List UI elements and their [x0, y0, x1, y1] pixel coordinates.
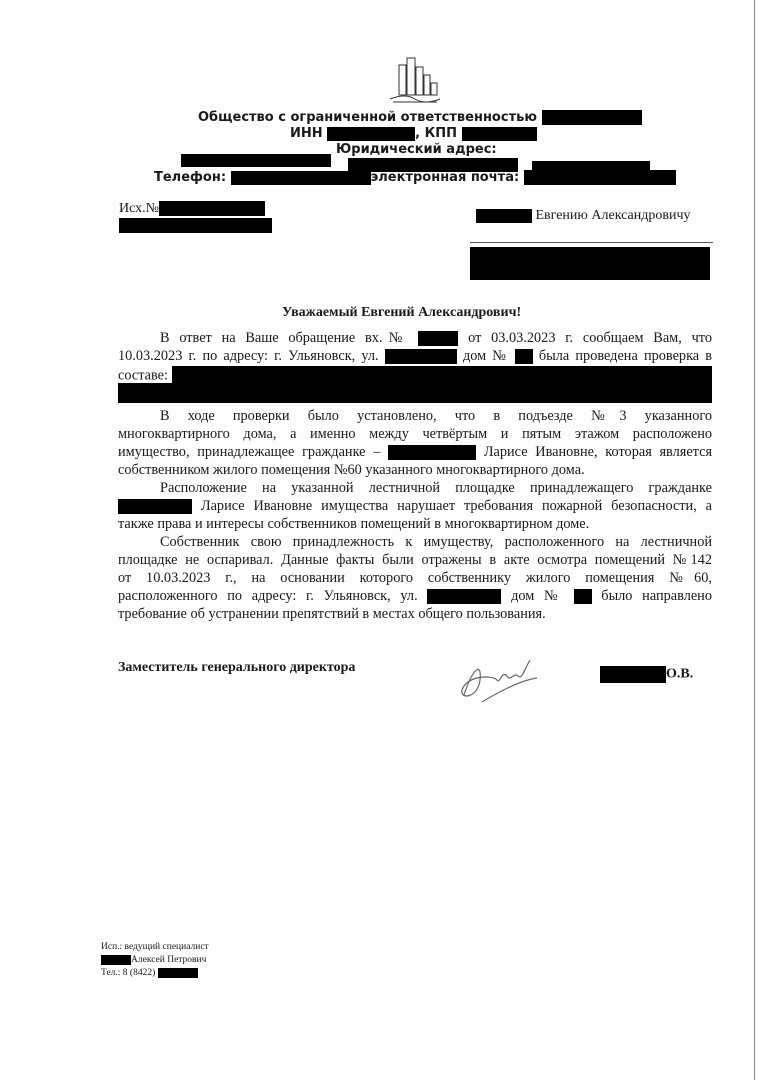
body-text: дом № [462, 348, 509, 364]
redaction [385, 349, 457, 364]
body-line [160, 330, 712, 347]
body-text: от 10.03.2023 г., на основании которого собственнику жилого помещения №60, [118, 570, 712, 586]
executor-name-line [101, 955, 206, 965]
handwritten-signature [452, 650, 542, 710]
redaction [600, 666, 666, 683]
body-text: собственником жилого помещения №60 указанного многоквартирного дома. [118, 462, 585, 478]
body-text: Ларисе Ивановне, которая является [483, 444, 713, 460]
redaction [418, 331, 458, 346]
body-text: Ларисе Ивановне имущества нарушает требования пожарной безопасности, а [200, 498, 712, 514]
phone-label: Телефон: [154, 170, 227, 185]
redaction [388, 445, 476, 460]
redaction [542, 110, 642, 125]
redaction [524, 170, 676, 185]
body-line [160, 408, 712, 425]
body-line [118, 606, 712, 623]
company-label: Общество с ограниченной ответственностью [198, 110, 537, 125]
redaction [462, 127, 537, 141]
company-logo-buildings [385, 55, 445, 105]
body-text: Собственник свою принадлежность к имуществу, расположенного на лестничной [160, 534, 712, 550]
body-text: многоквартирного дома, а именно между четвёртым и пятым этажом расположено [118, 426, 712, 442]
redaction [231, 171, 371, 185]
body-text: от 03.03.2023 г. сообщаем Вам, что [468, 330, 712, 346]
body-text: имущество, принадлежащее гражданке – [118, 444, 381, 460]
recipient-line [476, 208, 691, 224]
inn-label: ИНН [290, 126, 323, 141]
legal-address-label: Юридический адрес: [336, 142, 497, 157]
body-line [118, 444, 712, 461]
body-text: дом № [511, 588, 564, 604]
body-text: была проведена проверка в [538, 348, 713, 364]
body-line [118, 516, 712, 533]
redaction [181, 154, 331, 167]
redaction [327, 127, 415, 141]
email-label: электронная почта: [370, 170, 520, 185]
signer-name [600, 666, 693, 683]
executor-name: Алексей Петрович [131, 955, 207, 966]
body-text: требование об устранении препятствий в местах общего пользования. [118, 606, 546, 622]
body-text: составе: [118, 367, 168, 384]
body-line [160, 534, 712, 551]
body-text: расположенного по адресу: г. Ульяновск, ул. [118, 588, 418, 604]
body-line [118, 570, 712, 587]
redaction [118, 499, 192, 514]
outgoing-label: Исх.№ [119, 201, 159, 216]
divider [470, 242, 713, 243]
redaction [470, 247, 710, 280]
body-text: также права и интересы собственников помещений в многоквартирном доме. [118, 516, 590, 532]
body-text: площадке не оспаривал. Данные факты были отражены в акте осмотра помещений №142 [118, 552, 712, 568]
body-line [118, 588, 712, 605]
redaction [101, 955, 131, 965]
redaction [476, 209, 532, 223]
body-text: В ходе проверки было установлено, что в подъезде №3 указанного [160, 408, 712, 424]
body-text: В ответ на Ваше обращение вх.№ [160, 330, 409, 346]
body-line [118, 552, 712, 569]
signer-position: Заместитель генерального директора [118, 660, 356, 675]
executor-phone: Тел.: 8 (8422) [101, 968, 156, 979]
redaction [427, 589, 501, 604]
recipient-name: Евгению Александровичу [535, 208, 691, 223]
company-line [198, 110, 642, 125]
body-line [118, 462, 712, 479]
redaction [574, 589, 592, 604]
body-line [118, 426, 712, 443]
executor-phone-line [101, 968, 198, 978]
redaction [159, 201, 265, 216]
body-line [118, 383, 712, 403]
phone-line [154, 170, 676, 185]
kpp-label: , КПП [415, 126, 458, 141]
inn-kpp-line [290, 126, 537, 141]
body-text: Расположение на указанной лестничной площадке принадлежащего гражданке [160, 480, 712, 496]
body-line [118, 348, 712, 365]
body-line [160, 480, 712, 497]
redaction [515, 349, 533, 364]
body-line [118, 498, 712, 515]
outgoing-number [119, 201, 265, 217]
redaction [118, 383, 712, 403]
salutation: Уважаемый Евгений Александрович! [282, 305, 522, 320]
signer-initials: О.В. [666, 666, 694, 682]
body-text: 10.03.2023 г. по адресу: г. Ульяновск, ул. [118, 348, 379, 364]
redaction [119, 218, 272, 233]
redaction [158, 968, 198, 978]
body-text: было направлено [601, 588, 712, 604]
executor-label: Исп.: ведущий специалист [101, 942, 209, 952]
